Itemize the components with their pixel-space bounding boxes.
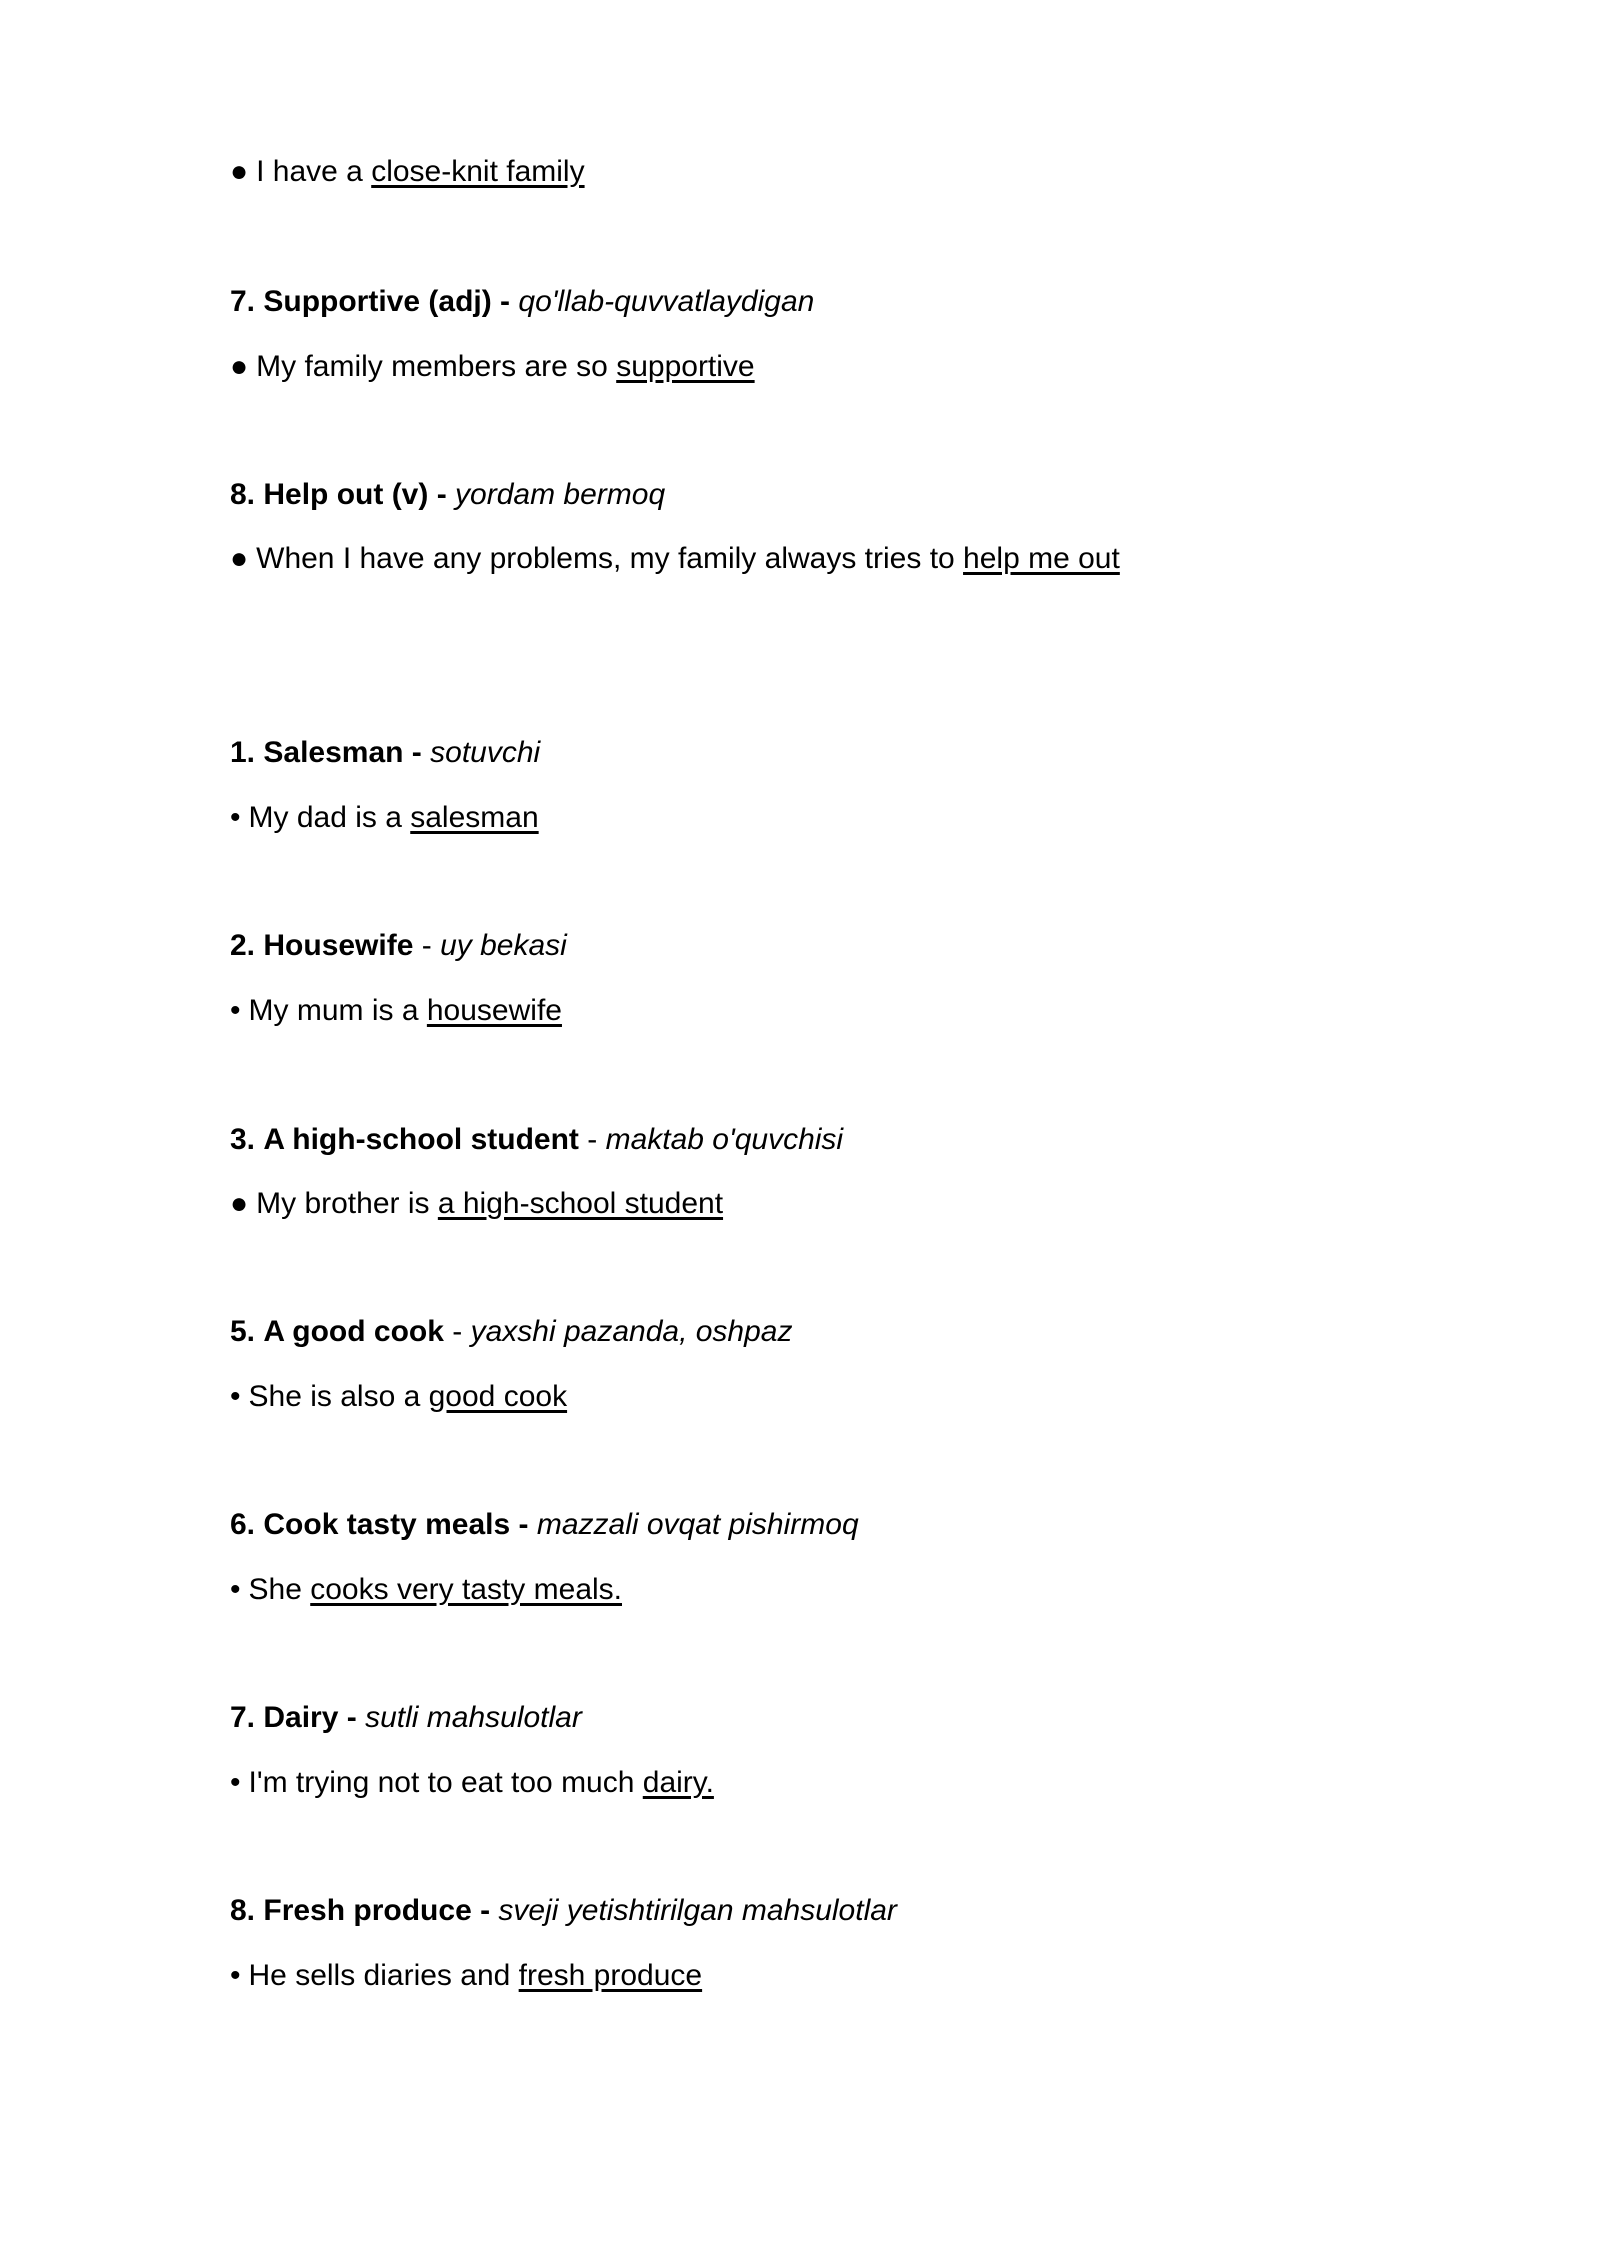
example-line [230,1956,702,1996]
example-line [230,347,755,387]
vocab-heading [230,926,567,966]
example-highlight: housewife [426,994,562,1027]
translation: qo'llab-quvvatlaydigan [518,285,815,318]
example-text: I have a [256,155,372,188]
example-text: She [248,1573,311,1606]
term-dash: - [428,478,456,511]
term: Housewife [263,929,414,962]
term: Supportive (adj) [263,285,492,318]
example-highlight: help me out [963,542,1120,575]
bullet: • [230,994,241,1027]
example-text: My brother is [256,1187,438,1220]
item-number: 6. [230,1508,256,1541]
term: Help out (v) [263,478,429,511]
bullet: ● [230,350,249,383]
vocab-heading [230,475,665,515]
example-highlight: a high-school student [437,1187,724,1220]
term-dash: - [403,736,431,769]
vocab-heading [230,1891,897,1931]
term: Fresh produce [263,1894,472,1927]
vocab-heading [230,1698,582,1738]
bullet: • [230,1766,241,1799]
bullet: • [230,801,241,834]
example-line [230,152,585,192]
translation: yaxshi pazanda, oshpaz [470,1315,793,1348]
vocab-heading [230,733,540,773]
translation: maktab o'quvchisi [605,1123,844,1156]
item-number: 2. [230,929,256,962]
example-text: My family members are so [256,350,617,383]
example-highlight: close-knit family [371,155,585,188]
example-text: He sells diaries and [248,1959,519,1992]
vocab-heading [230,1312,792,1352]
term: Salesman [263,736,404,769]
example-line [230,1570,622,1610]
example-highlight: salesman [410,801,539,834]
item-number: 5. [230,1315,256,1348]
term-dash: - [471,1894,499,1927]
bullet: • [230,1573,241,1606]
example-highlight: cooks very tasty meals. [310,1573,622,1606]
term: A high-school student [263,1123,579,1156]
term-dash: - [510,1508,537,1541]
bullet: ● [230,1187,249,1220]
translation: yordam bermoq [455,478,666,511]
term-dash: - [413,929,441,962]
example-line [230,1763,714,1803]
item-number: 1. [230,736,256,769]
vocab-heading [230,282,814,322]
example-text: She is also a [248,1380,429,1413]
term: Cook tasty meals [263,1508,511,1541]
example-line [230,1377,567,1417]
example-line [230,539,1120,579]
translation: uy bekasi [440,929,567,962]
example-line [230,1184,723,1224]
term: A good cook [263,1315,444,1348]
term-dash: - [491,285,519,318]
vocab-heading [230,1120,843,1160]
translation: sotuvchi [430,736,541,769]
example-text: My dad is a [248,801,411,834]
item-number: 7. [230,1701,256,1734]
translation: mazzali ovqat pishirmoq [536,1508,859,1541]
example-highlight: dairy. [642,1766,714,1799]
translation: sveji yetishtirilgan mahsulotlar [498,1894,897,1927]
document-page [230,0,1470,2262]
item-number: 3. [230,1123,256,1156]
example-highlight: good cook [428,1380,568,1413]
bullet: ● [230,542,249,575]
bullet: • [230,1959,241,1992]
term-dash: - [443,1315,471,1348]
example-text: When I have any problems, my family always tries to [256,542,964,575]
example-text: I'm trying not to eat too much [248,1766,643,1799]
term: Dairy [263,1701,339,1734]
example-line [230,991,562,1031]
item-number: 8. [230,1894,256,1927]
item-number: 7. [230,285,256,318]
bullet: ● [230,155,249,188]
translation: sutli mahsulotlar [365,1701,582,1734]
example-highlight: fresh produce [518,1959,703,1992]
example-text: My mum is a [248,994,427,1027]
example-line [230,798,539,838]
item-number: 8. [230,478,256,511]
term-dash: - [578,1123,606,1156]
term-dash: - [338,1701,366,1734]
bullet: • [230,1380,241,1413]
example-highlight: supportive [616,350,755,383]
vocab-heading [230,1505,859,1545]
